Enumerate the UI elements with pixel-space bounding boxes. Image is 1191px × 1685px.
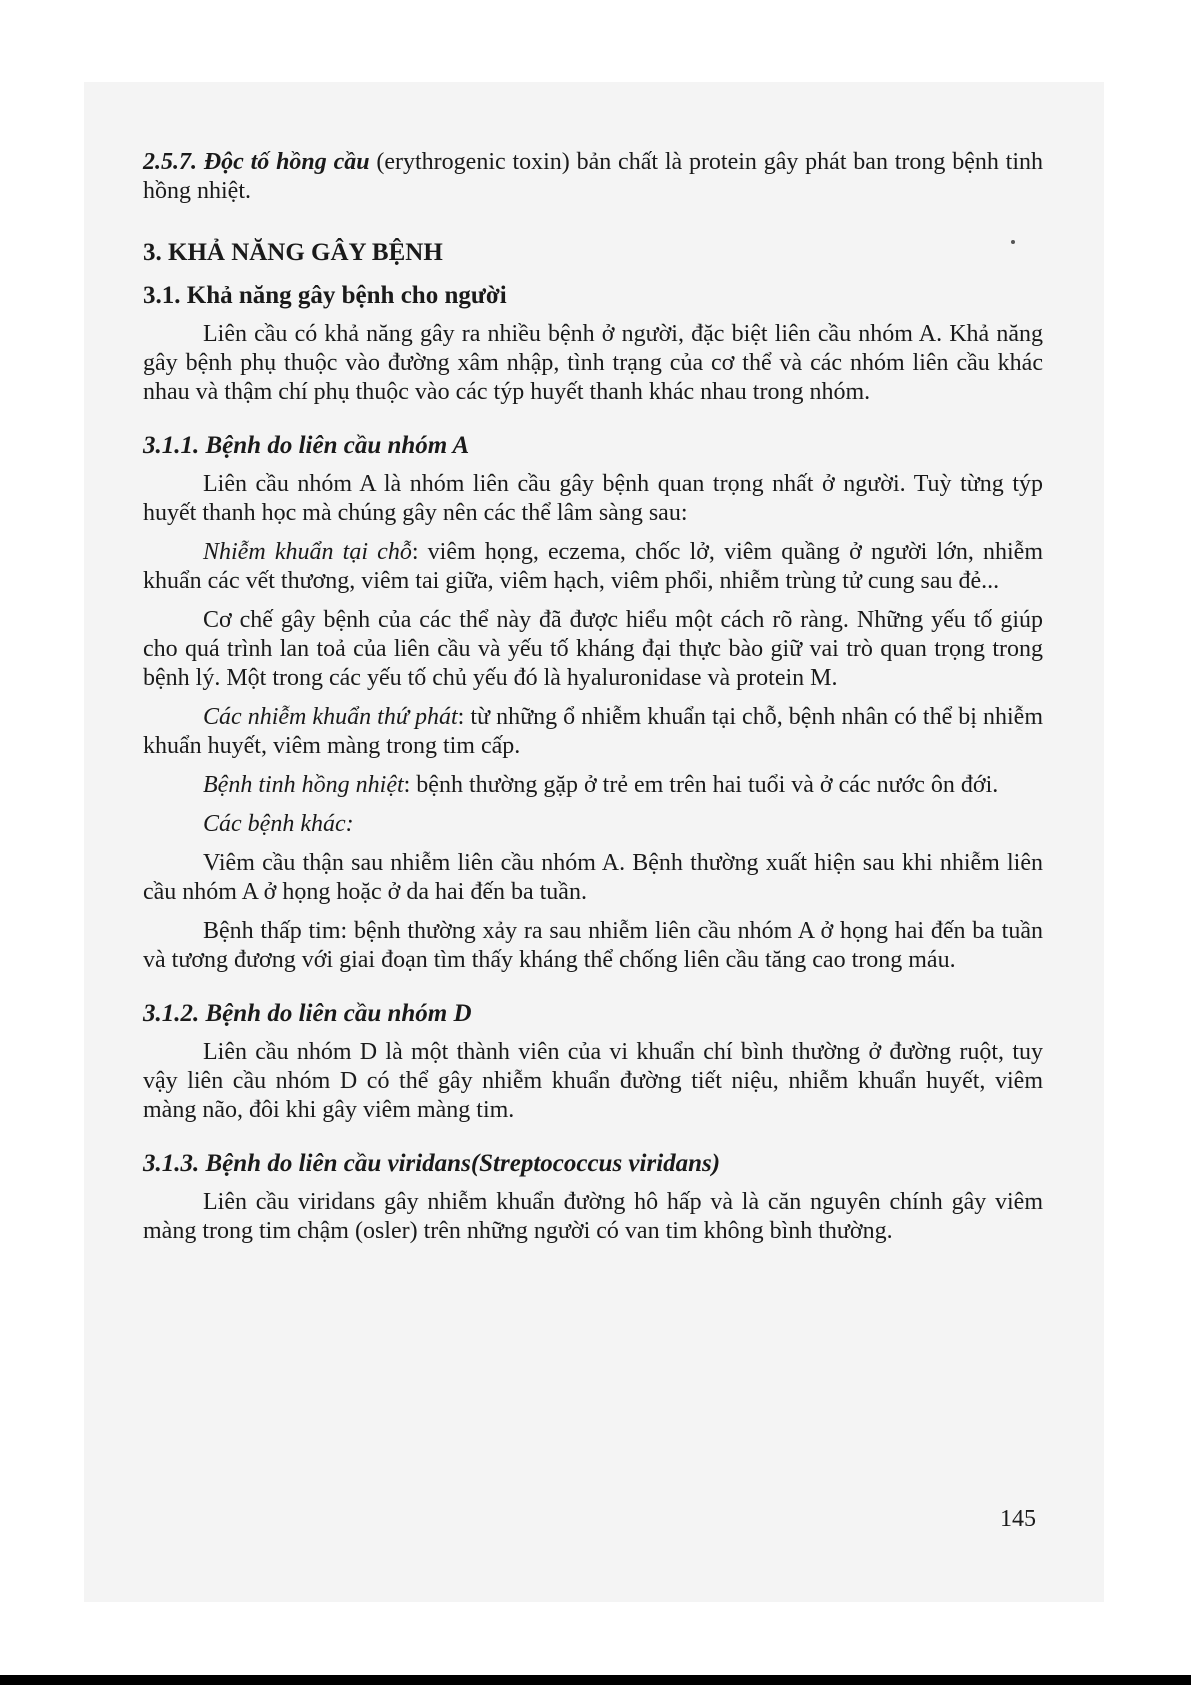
- scarlet-fever-paragraph: [143, 771, 1043, 800]
- section-3-1-paragraph: Liên cầu có khả năng gây ra nhiều bệnh ở người, đặc biệt liên cầu nhóm A. Khả năng gây bệnh phụ thuộc vào đường xâm nhập, tình trạng của cơ thể và các nhóm liên cầu khác nhau và thậm chí phụ thuộc vào các týp huyết thanh khác nhau trong nhóm.: [143, 321, 1043, 405]
- page-content: [143, 148, 1043, 1246]
- section-3-heading: 3. KHẢ NĂNG GÂY BỆNH: [143, 239, 443, 266]
- section-2-5-7-text: (erythrogenic toxin) bản chất là protein gây phát ban trong bệnh tinh hồng nhiệt.: [143, 149, 1044, 204]
- section-3-1-2-heading: 3.1.2. Bệnh do liên cầu nhóm D: [143, 1000, 472, 1027]
- section-2-5-7-title: Độc tố hồng cầu: [203, 149, 370, 175]
- section-3-1-2-paragraph: Liên cầu nhóm D là một thành viên của vi khuẩn chí bình thường ở đường ruột, tuy vậy liên cầu nhóm D có thể gây nhiễm khuẩn đường tiết niệu, nhiễm khuẩn huyết, viêm màng não, đôi khi gây viêm màng tim.: [143, 1039, 1043, 1123]
- section-3-1-1-heading: 3.1.1. Bệnh do liên cầu nhóm A: [143, 432, 470, 459]
- section-3-1-1-intro: Liên cầu nhóm A là nhóm liên cầu gây bệnh quan trọng nhất ở người. Tuỳ từng týp huyết thanh học mà chúng gây nên các thể lâm sàng sau:: [143, 471, 1043, 526]
- scarlet-fever-label: Bệnh tinh hồng nhiệt: [203, 772, 404, 798]
- section-3-1-heading: 3.1. Khả năng gây bệnh cho người: [143, 282, 507, 309]
- section-3-1-3-heading: 3.1.3. Bệnh do liên cầu viridans(Streptococcus viridans): [143, 1150, 721, 1177]
- secondary-infection-label: Các nhiễm khuẩn thứ phát: [203, 704, 458, 730]
- section-2-5-7-number: 2.5.7.: [143, 149, 197, 175]
- scan-bottom-edge: [0, 1675, 1191, 1685]
- secondary-infection-paragraph: [143, 703, 1043, 761]
- rheumatic-fever-paragraph: Bệnh thấp tim: bệnh thường xảy ra sau nhiễm liên cầu nhóm A ở họng hai đến ba tuần và tương đương với giai đoạn tìm thấy kháng thể chống liên cầu tăng cao trong máu.: [143, 918, 1043, 973]
- local-infection-label: Nhiễm khuẩn tại chỗ: [203, 539, 412, 565]
- local-infection-paragraph: [143, 538, 1043, 596]
- section-2-5-7: [143, 148, 1043, 206]
- section-3-1-3-paragraph: Liên cầu viridans gây nhiễm khuẩn đường hô hấp và là căn nguyên chính gây viêm màng trong tim chậm (osler) trên những người có van tim không bình thường.: [143, 1189, 1043, 1244]
- mechanism-paragraph: Cơ chế gây bệnh của các thể này đã được hiểu một cách rõ ràng. Những yếu tố giúp cho quá trình lan toả của liên cầu và yếu tố kháng đại thực bào giữ vai trò quan trọng trong bệnh lý. Một trong các yếu tố chủ yếu đó là hyaluronidase và protein M.: [143, 607, 1043, 691]
- other-diseases-label: Các bệnh khác:: [203, 811, 354, 837]
- page-number: 145: [1000, 1506, 1036, 1532]
- scarlet-fever-text: : bệnh thường gặp ở trẻ em trên hai tuổi và ở các nước ôn đới.: [403, 772, 999, 798]
- local-infection-text: : viêm họng, eczema, chốc lở, viêm quầng ở người lớn, nhiễm khuẩn các vết thương, viêm tai giữa, viêm hạch, viêm phổi, nhiễm trùng tử cung sau đẻ...: [143, 539, 1044, 594]
- nephritis-paragraph: Viêm cầu thận sau nhiễm liên cầu nhóm A. Bệnh thường xuất hiện sau khi nhiễm liên cầu nhóm A ở họng hoặc ở da hai đến ba tuần.: [143, 850, 1043, 905]
- secondary-infection-text: : từ những ổ nhiễm khuẩn tại chỗ, bệnh nhân có thể bị nhiễm khuẩn huyết, viêm màng trong tim cấp.: [143, 704, 1043, 759]
